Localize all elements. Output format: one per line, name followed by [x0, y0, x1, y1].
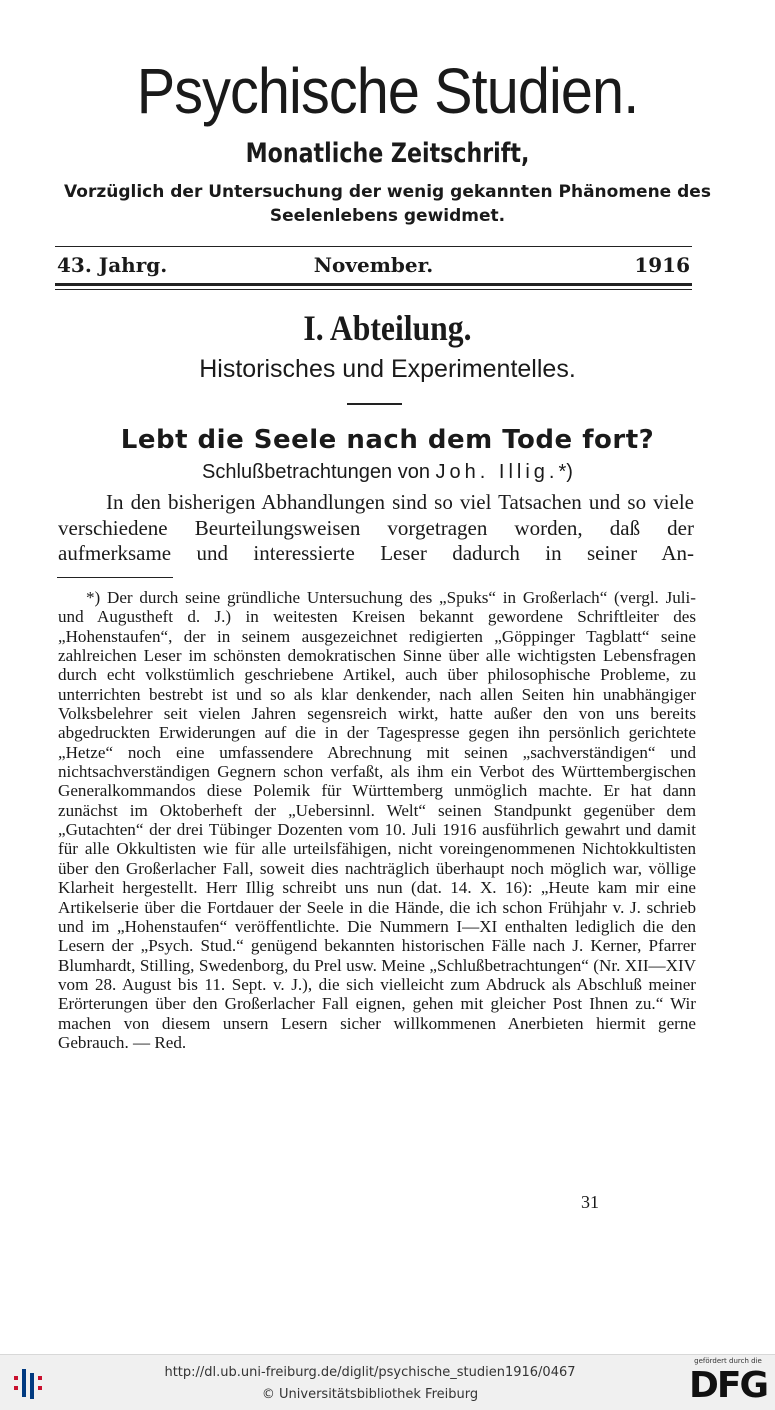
section-subheading: Historisches und Experimentelles. [199, 355, 576, 383]
journal-description: Vorzüglich der Untersuchung der wenig gekannten Phänomene des Seelenlebens gewidmet. [64, 182, 711, 226]
copyright-notice: © Universitätsbibliothek Freiburg [261, 1387, 479, 1402]
article-title: Lebt die Seele nach dem Tode fort? [120, 425, 655, 455]
masthead-bottom-thin-rule [55, 289, 692, 290]
footnote-text: *) Der durch seine gründliche Untersuchung des „Spuks“ in Großerlach“ (vergl. Juli- und Augustheft d. J.) in weitesten Kreisen bekannt gewordene Schriftleiter des „Hohenstaufen“, der in seinem ausgezeichnet redigierten „Göppinger Tagblatt“ seine zahlreichen Leser im schönsten demokratischen Sinne über alle wichtigsten Lebensfragen durch echt volkstümlich geschriebene Artikel, auch über philosophische Probleme, zu unterrichten bestrebt ist und so als klar denkender, nach allen Seiten hin unabhängiger Volksbelehrer seit vielen Jahren segensreich wirkt, hatte außer den von uns bereits abgedruckten Erwiderungen auf die in der Tagespresse gegen ihn persönlich gerichtete „Hetze“ noch eine umfassendere Abrechnung mit seinen „sachverständigen“ und nichtsachverständigen Gegnern schon verfaßt, als ihm ein Verbot des Württembergischen Generalkommandos diese Polemik für Württemberg unmöglich machte. Er hat dann zunächst im Oktoberheft der „Uebersinnl. Welt“ seinen Standpunkt gegenüber dem „Gutachten“ der drei Tübinger Dozenten vom 10. Juli 1916 ausführlich gewahrt und damit für alle Okkultisten wie für alle urteilsfähigen, nicht voreingenommenen Nichtokkultisten über den Großerlacher Fall, soweit dies nachträglich überhaupt noch möglich war, völlige Klarheit hergestellt. Herr Illig schreibt uns nun (dat. 14. X. 16): „Heute kam mir eine Artikelserie über die Fortdauer der Seele in die Hände, die ich schon Frühjahr v. J. schrieb und im „Hohenstaufen“ veröffentlichte. Die Nummern I—XI enthalten lediglich die den Lesern der „Psych. Stud.“ genügend bekannten historischen Fälle nach J. Kerner, Pfarrer Blumhardt, Stilling, Swedenborg, du Prel usw. Meine „Schlußbetrachtungen“ (Nr. XII—XIV vom 28. August bis 11. Sept. v. J.), die sich vielleicht zum Abdruck als Abschluß meiner Erörterungen über den Großerlacher Fall eignen, gehen mit gleicher Post Ihnen zu.“ Wir machen von diesem unsern Lesern sicher willkommenen Anerbieten hiermit gerne Gebrauch. — Red. [58, 588, 696, 1052]
volume-label: 43. Jahrg. [57, 253, 168, 277]
article-body: In den bisherigen Abhandlungen sind so viel Tatsachen und so viele verschiedene Beurteilungsweisen vorgetragen worden, daß der aufmerksame und interessierte Leser dadurch in seiner An- [58, 490, 694, 565]
dfg-logo: DFG [688, 1365, 768, 1406]
masthead-row [55, 252, 692, 278]
page-number: 31 [581, 1192, 599, 1212]
footnote-marker: *) [558, 461, 573, 483]
section-divider [347, 403, 402, 405]
section-heading: I. Abteilung. [303, 308, 472, 348]
journal-subtitle: Monatliche Zeitschrift, [245, 138, 530, 169]
masthead-bottom-rule [55, 283, 692, 286]
masthead-top-rule [55, 246, 692, 247]
university-library-logo-icon [10, 1363, 50, 1403]
permalink-url[interactable]: http://dl.ub.uni-freiburg.de/diglit/psychische_studien1916/0467 [164, 1365, 576, 1380]
byline-prefix: Schlußbetrachtungen von [202, 461, 430, 483]
journal-title: Psychische Studien. [136, 55, 639, 127]
issue-year: 1916 [634, 253, 690, 277]
viewer-footer [0, 1354, 775, 1410]
issue-month: November. [313, 253, 434, 277]
footnote-rule [57, 577, 173, 578]
funding-caption: gefördert durch die [694, 1357, 762, 1365]
article-byline [0, 458, 775, 486]
byline-author: Joh. Illig. [435, 461, 559, 483]
